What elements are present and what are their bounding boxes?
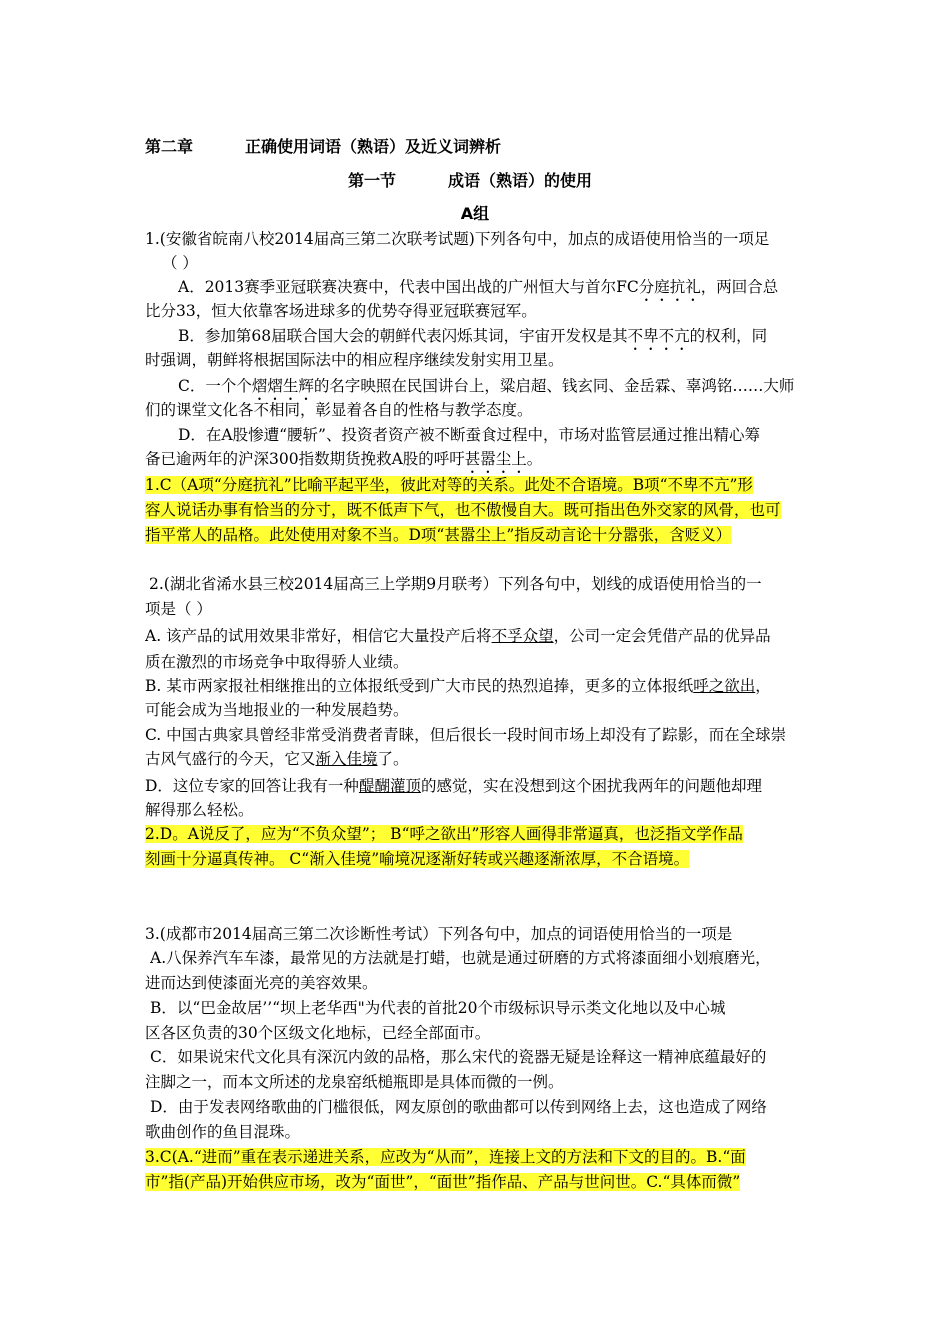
q1-answer-text: 容人说话办事有恰当的分寸，既不低声下气，也不傲慢自大。既可指出色外交家的风骨，也可 bbox=[145, 501, 781, 519]
q3-answer bbox=[145, 1145, 813, 1169]
q3-option-d: D．由于发表网络歌曲的门槛很低，网友原创的歌曲都可以传到网络上去，这也造成了网络 bbox=[150, 1098, 767, 1116]
q2-option-d-text: 的感觉，实在没想到这个困扰我两年的问题他却理 bbox=[420, 777, 762, 795]
q3-answer-text: 市”指(产品)开始供应市场，改为“面世”，“面世”指作品、产品与世问世。C.“具体而微” bbox=[145, 1173, 741, 1191]
q2-option-d-text: D．这位专家的回答让我有一种 bbox=[145, 777, 359, 795]
q3-option-b-cont: 区各区负责的30个区级文化地标，已经全部面市。 bbox=[145, 1024, 491, 1042]
q2-option-c-idiom: 渐入佳境 bbox=[315, 750, 378, 768]
q1-option-b-text: 的权利，同 bbox=[689, 327, 768, 345]
q3-option-a-cont: 进而达到使漆面光亮的美容效果。 bbox=[145, 974, 378, 992]
q1-option-d-text: 。 bbox=[526, 450, 543, 468]
q3-option-c: C．如果说宋代文化具有深沉内敛的品格，那么宋代的瓷器无疑是诠释这一精神底蕴最好的 bbox=[150, 1048, 767, 1066]
q2-option-d-cont: 解得那么轻松。 bbox=[145, 801, 254, 819]
q2-option-b-text: ， bbox=[755, 677, 771, 695]
q2-option-b bbox=[145, 674, 813, 698]
q1-answer bbox=[145, 473, 813, 497]
q3-option-b: B．以“巴金故居’’“坝上老华西"为代表的首批20个市级标识导示类文化地以及中心城 bbox=[150, 999, 726, 1017]
q2-option-c-text: 古风气盛行的今天，它又 bbox=[145, 750, 316, 768]
q1-option-d-idiom: 甚嚣尘上 bbox=[464, 450, 527, 468]
q2-option-a-text: ，公司一定会凭借产品的优异品 bbox=[553, 627, 771, 645]
q1-option-a-text: ，两回合总 bbox=[700, 278, 779, 296]
q1-answer-text: 指平常人的品格。此处使用对象不当。D项“甚嚣尘上”指反动言论十分嚣张，含贬义） bbox=[145, 526, 732, 544]
q2-answer bbox=[145, 822, 813, 846]
q2-option-b-cont: 可能会成为当地报业的一种发展趋势。 bbox=[145, 701, 409, 719]
q1-stem-line: 1.(安徽省皖南八校2014届高三第二次联考试题)下列各句中，加点的成语使用恰当的一项足 bbox=[145, 230, 770, 248]
chapter-title: 正确使用词语（熟语）及近义词辨析 bbox=[245, 137, 502, 156]
q1-answer-text: 1.C（A项“分庭抗礼”比喻平起平坐，彼此对等的关系。此处不合语境。B项“不卑不亢”形 bbox=[145, 476, 753, 494]
section-heading bbox=[348, 168, 592, 191]
q1-option-a-idiom: 分庭抗礼 bbox=[638, 278, 701, 296]
q2-answer-text: 刻画十分逼真传神。 C“渐入佳境”喻境况逐渐好转或兴趣逐渐浓厚，不合语境。 bbox=[145, 850, 690, 868]
q1-option-a-cont: 比分33，恒大依靠客场进球多的优势夺得亚冠联赛冠军。 bbox=[145, 302, 537, 320]
q2-option-c-text: 了。 bbox=[377, 750, 409, 768]
q2-option-d-idiom: 醍醐灌顶 bbox=[358, 777, 421, 795]
q1-option-b-idiom: 不卑不亢 bbox=[627, 327, 690, 345]
q3-stem-line: 3.(成都市2014届高三第二次诊断性考试）下列各句中，加点的词语使用恰当的一项是 bbox=[145, 925, 733, 943]
q1-answer bbox=[145, 498, 813, 522]
q1-option-b-text: B．参加第68届联合国大会的朝鲜代表闪烁其词，宇宙开发权是其 bbox=[178, 327, 628, 345]
q1-option-c-cont: 们的课堂文化各不相同，彰显着各自的性格与教学态度。 bbox=[145, 401, 533, 419]
section-title: 成语（熟语）的使用 bbox=[448, 171, 593, 190]
q2-option-b-text: B. 某市两家报社相继推出的立体报纸受到广大市民的热烈追捧，更多的立体报纸 bbox=[145, 677, 694, 695]
q3-option-a: A.八保养汽车车漆，最常见的方法就是打蜡，也就是通过研磨的方式将漆面细小划痕磨光， bbox=[150, 949, 771, 967]
q3-answer-text: 3.C(A.“进而”重在表示递进关系，应改为“从而”，连接上文的方法和下文的目的。B.“面 bbox=[145, 1148, 746, 1166]
q2-option-a-text: A. 该产品的试用效果非常好，相信它大量投产后将 bbox=[145, 627, 492, 645]
q1-option-c-text: 的名字映照在民国讲台上，粱启超、钱玄同、金岳霖、辜鸿铭……大师 bbox=[313, 377, 795, 395]
q2-stem-line: 2.(湖北省浠水县三校2014届高三上学期9月联考）下列各句中，划线的成语使用恰当的一 bbox=[149, 575, 762, 593]
q2-option-a-cont: 质在激烈的市场竞争中取得骄人业绩。 bbox=[145, 653, 409, 671]
q1-option-c-idiom: 熠熠生辉 bbox=[251, 377, 314, 395]
chapter-number: 第二章 bbox=[145, 137, 194, 156]
section-number: 第一节 bbox=[348, 171, 397, 190]
q1-stem-line: （ ） bbox=[162, 254, 198, 272]
q1-option-c-text: C．一个个 bbox=[178, 377, 252, 395]
q2-stem-line: 项是（ ） bbox=[145, 600, 212, 618]
q2-option-d bbox=[145, 774, 813, 798]
q3-option-d-cont: 歌曲创作的鱼目混珠。 bbox=[145, 1123, 301, 1141]
q1-option-d-text: 备已逾两年的沪深300指数期货挽救A股的呼吁 bbox=[145, 450, 465, 468]
q2-option-a-idiom: 不孚众望 bbox=[491, 627, 554, 645]
q3-answer bbox=[145, 1170, 813, 1194]
chapter-heading bbox=[145, 134, 501, 157]
q1-answer bbox=[145, 523, 813, 547]
q1-option-d: D．在A股惨遭“腰斩”、投资者资产被不断蚕食过程中，市场对监管层通过推出精心筹 bbox=[178, 426, 760, 444]
q2-option-c: C. 中国古典家具曾经非常受消费者青睐，但后很长一段时间市场上却没有了踪影，而在全球崇 bbox=[145, 726, 787, 744]
group-heading: A组 bbox=[460, 204, 490, 223]
q3-option-c-cont: 注脚之一，而本文所述的龙泉窑纸槌瓶即是具体而微的一例。 bbox=[145, 1073, 564, 1091]
q2-option-b-idiom: 呼之欲出 bbox=[693, 677, 756, 695]
q2-option-a bbox=[145, 624, 813, 648]
q1-option-b-cont: 时强调，朝鲜将根据国际法中的相应程序继续发射实用卫星。 bbox=[145, 351, 564, 369]
q2-answer-text: 2.D。A说反了，应为“不负众望”； B“呼之欲出”形容人画得非常逼真，也泛指文学作品 bbox=[145, 825, 743, 843]
q2-option-c-cont bbox=[145, 747, 813, 771]
q1-option-a-text: A．2013赛季亚冠联赛决赛中，代表中国出战的广州恒大与首尔FC bbox=[178, 278, 639, 296]
q2-answer bbox=[145, 847, 813, 871]
